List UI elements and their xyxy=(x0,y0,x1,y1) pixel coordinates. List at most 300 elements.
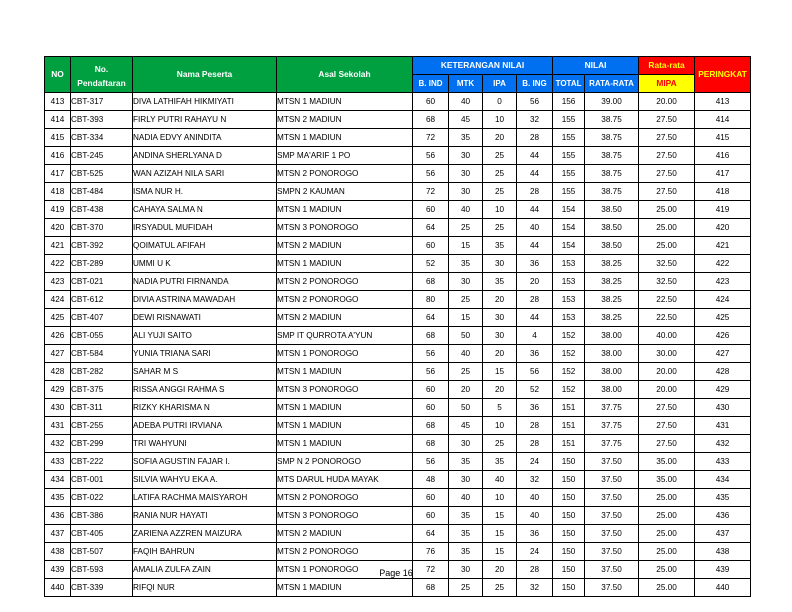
cell-participant-name: YUNIA TRIANA SARI xyxy=(133,345,277,363)
cell-bahasa-inggris: 28 xyxy=(517,561,553,579)
cell-average: 38.00 xyxy=(585,327,639,345)
cell-bahasa-indonesia: 60 xyxy=(413,381,449,399)
cell-ipa: 25 xyxy=(483,165,517,183)
cell-participant-name: UMMI U K xyxy=(133,255,277,273)
cell-matematika: 35 xyxy=(449,507,483,525)
cell-total: 153 xyxy=(553,291,585,309)
cell-average-mipa: 27.50 xyxy=(639,165,695,183)
cell-participant-name: DIVIA ASTRINA MAWADAH xyxy=(133,291,277,309)
cell-average: 37.75 xyxy=(585,399,639,417)
cell-ipa: 10 xyxy=(483,111,517,129)
cell-bahasa-inggris: 44 xyxy=(517,237,553,255)
cell-bahasa-inggris: 44 xyxy=(517,147,553,165)
table-body xyxy=(45,93,751,597)
cell-rank: 417 xyxy=(695,165,751,183)
cell-registration-number: CBT-311 xyxy=(71,399,133,417)
table-row xyxy=(45,471,751,489)
cell-ipa: 20 xyxy=(483,381,517,399)
table-row xyxy=(45,129,751,147)
cell-participant-name: RIZKY KHARISMA N xyxy=(133,399,277,417)
cell-bahasa-indonesia: 56 xyxy=(413,165,449,183)
header-group-average-mipa-line1: Rata-rata xyxy=(639,57,695,75)
table-row xyxy=(45,345,751,363)
cell-matematika: 25 xyxy=(449,363,483,381)
cell-matematika: 35 xyxy=(449,453,483,471)
cell-average: 39.00 xyxy=(585,93,639,111)
cell-school-origin: MTSN 2 MADIUN xyxy=(277,309,413,327)
cell-average-mipa: 25.00 xyxy=(639,579,695,597)
cell-total: 150 xyxy=(553,543,585,561)
header-no: NO xyxy=(45,57,71,93)
cell-matematika: 30 xyxy=(449,435,483,453)
cell-registration-number: CBT-222 xyxy=(71,453,133,471)
cell-registration-number: CBT-407 xyxy=(71,309,133,327)
table-row xyxy=(45,93,751,111)
table-row xyxy=(45,309,751,327)
cell-bahasa-inggris: 36 xyxy=(517,345,553,363)
cell-total: 150 xyxy=(553,507,585,525)
cell-rank: 436 xyxy=(695,507,751,525)
cell-matematika: 15 xyxy=(449,309,483,327)
table-row xyxy=(45,453,751,471)
cell-average: 37.50 xyxy=(585,453,639,471)
cell-bahasa-indonesia: 56 xyxy=(413,147,449,165)
cell-school-origin: MTSN 3 PONOROGO xyxy=(277,219,413,237)
cell-average-mipa: 40.00 xyxy=(639,327,695,345)
cell-school-origin: MTSN 2 PONOROGO xyxy=(277,291,413,309)
cell-rank: 413 xyxy=(695,93,751,111)
cell-average-mipa: 20.00 xyxy=(639,363,695,381)
cell-average: 38.25 xyxy=(585,309,639,327)
cell-average-mipa: 27.50 xyxy=(639,129,695,147)
cell-average: 38.00 xyxy=(585,381,639,399)
cell-registration-number: CBT-507 xyxy=(71,543,133,561)
table-row xyxy=(45,525,751,543)
cell-average: 37.50 xyxy=(585,561,639,579)
cell-school-origin: MTSN 2 MADIUN xyxy=(277,111,413,129)
cell-average: 37.50 xyxy=(585,579,639,597)
table-row xyxy=(45,219,751,237)
cell-no: 430 xyxy=(45,399,71,417)
cell-total: 150 xyxy=(553,525,585,543)
cell-matematika: 25 xyxy=(449,291,483,309)
cell-rank: 427 xyxy=(695,345,751,363)
header-registration-line1: No. xyxy=(94,64,109,74)
cell-rank: 429 xyxy=(695,381,751,399)
cell-participant-name: WAN AZIZAH NILA SARI xyxy=(133,165,277,183)
cell-total: 153 xyxy=(553,255,585,273)
cell-bahasa-inggris: 28 xyxy=(517,291,553,309)
cell-total: 152 xyxy=(553,327,585,345)
page-footer: Page 16 xyxy=(379,568,413,578)
cell-registration-number: CBT-299 xyxy=(71,435,133,453)
cell-average-mipa: 22.50 xyxy=(639,309,695,327)
cell-matematika: 35 xyxy=(449,255,483,273)
cell-total: 155 xyxy=(553,147,585,165)
cell-school-origin: MTSN 1 MADIUN xyxy=(277,255,413,273)
cell-average: 38.75 xyxy=(585,183,639,201)
cell-no: 432 xyxy=(45,435,71,453)
cell-ipa: 25 xyxy=(483,183,517,201)
cell-average: 38.25 xyxy=(585,291,639,309)
cell-rank: 430 xyxy=(695,399,751,417)
cell-bahasa-inggris: 24 xyxy=(517,453,553,471)
cell-no: 413 xyxy=(45,93,71,111)
table-row xyxy=(45,147,751,165)
cell-average: 38.25 xyxy=(585,255,639,273)
cell-matematika: 45 xyxy=(449,111,483,129)
cell-matematika: 20 xyxy=(449,381,483,399)
cell-no: 415 xyxy=(45,129,71,147)
cell-participant-name: ANDINA SHERLYANA D xyxy=(133,147,277,165)
cell-average-mipa: 25.00 xyxy=(639,561,695,579)
cell-participant-name: NADIA PUTRI FIRNANDA xyxy=(133,273,277,291)
cell-no: 421 xyxy=(45,237,71,255)
cell-participant-name: ZARIENA AZZREN MAIZURA xyxy=(133,525,277,543)
cell-ipa: 30 xyxy=(483,309,517,327)
header-registration-number xyxy=(71,57,133,93)
table-row xyxy=(45,417,751,435)
header-sub-bahasa-inggris: B. ING xyxy=(517,75,553,93)
cell-school-origin: SMP N 2 PONOROGO xyxy=(277,453,413,471)
cell-average-mipa: 27.50 xyxy=(639,435,695,453)
cell-school-origin: SMP IT QURROTA A'YUN xyxy=(277,327,413,345)
cell-ipa: 25 xyxy=(483,435,517,453)
table-row xyxy=(45,111,751,129)
cell-average-mipa: 22.50 xyxy=(639,291,695,309)
cell-matematika: 30 xyxy=(449,273,483,291)
cell-bahasa-inggris: 24 xyxy=(517,543,553,561)
cell-bahasa-indonesia: 72 xyxy=(413,129,449,147)
cell-total: 154 xyxy=(553,201,585,219)
cell-school-origin: MTSN 1 PONOROGO xyxy=(277,561,413,579)
cell-bahasa-indonesia: 68 xyxy=(413,327,449,345)
cell-no: 422 xyxy=(45,255,71,273)
cell-rank: 424 xyxy=(695,291,751,309)
cell-average-mipa: 32.50 xyxy=(639,255,695,273)
cell-average-mipa: 27.50 xyxy=(639,417,695,435)
cell-registration-number: CBT-612 xyxy=(71,291,133,309)
cell-no: 414 xyxy=(45,111,71,129)
table-row xyxy=(45,273,751,291)
cell-rank: 416 xyxy=(695,147,751,165)
cell-no: 427 xyxy=(45,345,71,363)
cell-rank: 418 xyxy=(695,183,751,201)
cell-ipa: 30 xyxy=(483,327,517,345)
table-row xyxy=(45,363,751,381)
table-row xyxy=(45,201,751,219)
cell-matematika: 45 xyxy=(449,417,483,435)
cell-average: 38.00 xyxy=(585,345,639,363)
cell-total: 154 xyxy=(553,219,585,237)
cell-no: 424 xyxy=(45,291,71,309)
cell-participant-name: RANIA NUR HAYATI xyxy=(133,507,277,525)
cell-bahasa-indonesia: 56 xyxy=(413,363,449,381)
cell-ipa: 15 xyxy=(483,363,517,381)
cell-ipa: 35 xyxy=(483,273,517,291)
cell-no: 426 xyxy=(45,327,71,345)
cell-registration-number: CBT-405 xyxy=(71,525,133,543)
cell-ipa: 35 xyxy=(483,453,517,471)
cell-rank: 421 xyxy=(695,237,751,255)
cell-total: 156 xyxy=(553,93,585,111)
cell-school-origin: MTSN 2 PONOROGO xyxy=(277,273,413,291)
cell-registration-number: CBT-317 xyxy=(71,93,133,111)
cell-bahasa-indonesia: 60 xyxy=(413,201,449,219)
cell-rank: 438 xyxy=(695,543,751,561)
cell-school-origin: MTS DARUL HUDA MAYAK xyxy=(277,471,413,489)
cell-ipa: 25 xyxy=(483,579,517,597)
table-row xyxy=(45,327,751,345)
cell-registration-number: CBT-386 xyxy=(71,507,133,525)
table-row xyxy=(45,543,751,561)
table-row xyxy=(45,291,751,309)
cell-school-origin: MTSN 3 PONOROGO xyxy=(277,507,413,525)
cell-bahasa-inggris: 40 xyxy=(517,219,553,237)
header-group-row xyxy=(45,57,751,75)
cell-total: 150 xyxy=(553,471,585,489)
cell-school-origin: MTSN 2 PONOROGO xyxy=(277,543,413,561)
cell-total: 155 xyxy=(553,129,585,147)
cell-participant-name: ISMA NUR H. xyxy=(133,183,277,201)
cell-participant-name: SOFIA AGUSTIN FAJAR I. xyxy=(133,453,277,471)
header-group-score: NILAI xyxy=(553,57,639,75)
cell-bahasa-indonesia: 60 xyxy=(413,489,449,507)
cell-total: 151 xyxy=(553,399,585,417)
cell-no: 419 xyxy=(45,201,71,219)
cell-rank: 426 xyxy=(695,327,751,345)
header-sub-bahasa-indonesia: B. IND xyxy=(413,75,449,93)
cell-total: 150 xyxy=(553,561,585,579)
header-rank: PERINGKAT xyxy=(695,57,751,93)
cell-registration-number: CBT-001 xyxy=(71,471,133,489)
cell-participant-name: RIFQI NUR xyxy=(133,579,277,597)
cell-rank: 420 xyxy=(695,219,751,237)
cell-rank: 437 xyxy=(695,525,751,543)
cell-registration-number: CBT-393 xyxy=(71,111,133,129)
cell-no: 435 xyxy=(45,489,71,507)
cell-average-mipa: 25.00 xyxy=(639,525,695,543)
cell-average: 38.00 xyxy=(585,363,639,381)
cell-registration-number: CBT-055 xyxy=(71,327,133,345)
cell-school-origin: MTSN 3 PONOROGO xyxy=(277,381,413,399)
cell-average: 37.50 xyxy=(585,471,639,489)
cell-school-origin: MTSN 1 PONOROGO xyxy=(277,345,413,363)
cell-no: 438 xyxy=(45,543,71,561)
cell-rank: 422 xyxy=(695,255,751,273)
cell-participant-name: DIVA LATHIFAH HIKMIYATI xyxy=(133,93,277,111)
cell-bahasa-indonesia: 68 xyxy=(413,417,449,435)
cell-matematika: 30 xyxy=(449,471,483,489)
header-registration-line2: Pendaftaran xyxy=(77,78,126,88)
cell-rank: 431 xyxy=(695,417,751,435)
cell-school-origin: MTSN 2 PONOROGO xyxy=(277,165,413,183)
cell-ipa: 30 xyxy=(483,255,517,273)
cell-matematika: 30 xyxy=(449,165,483,183)
cell-average: 38.50 xyxy=(585,219,639,237)
cell-bahasa-indonesia: 68 xyxy=(413,111,449,129)
cell-matematika: 40 xyxy=(449,201,483,219)
cell-rank: 433 xyxy=(695,453,751,471)
table-row xyxy=(45,255,751,273)
table-row xyxy=(45,399,751,417)
cell-average: 38.50 xyxy=(585,201,639,219)
cell-participant-name: LATIFA RACHMA MAISYAROH xyxy=(133,489,277,507)
cell-average-mipa: 25.00 xyxy=(639,507,695,525)
cell-school-origin: MTSN 1 MADIUN xyxy=(277,435,413,453)
cell-participant-name: FAQIH BAHRUN xyxy=(133,543,277,561)
cell-no: 428 xyxy=(45,363,71,381)
cell-matematika: 15 xyxy=(449,237,483,255)
cell-ipa: 35 xyxy=(483,237,517,255)
cell-bahasa-inggris: 32 xyxy=(517,111,553,129)
cell-ipa: 20 xyxy=(483,291,517,309)
cell-registration-number: CBT-525 xyxy=(71,165,133,183)
cell-rank: 415 xyxy=(695,129,751,147)
cell-average-mipa: 35.00 xyxy=(639,453,695,471)
cell-average: 37.75 xyxy=(585,417,639,435)
cell-bahasa-inggris: 52 xyxy=(517,381,553,399)
cell-total: 152 xyxy=(553,363,585,381)
cell-ipa: 10 xyxy=(483,201,517,219)
cell-bahasa-indonesia: 64 xyxy=(413,525,449,543)
cell-no: 429 xyxy=(45,381,71,399)
cell-school-origin: SMP MA'ARIF 1 PO xyxy=(277,147,413,165)
cell-total: 153 xyxy=(553,273,585,291)
cell-participant-name: QOIMATUL AFIFAH xyxy=(133,237,277,255)
cell-registration-number: CBT-593 xyxy=(71,561,133,579)
cell-average-mipa: 30.00 xyxy=(639,345,695,363)
cell-total: 155 xyxy=(553,111,585,129)
cell-bahasa-inggris: 36 xyxy=(517,255,553,273)
cell-bahasa-inggris: 44 xyxy=(517,309,553,327)
cell-bahasa-indonesia: 68 xyxy=(413,273,449,291)
cell-registration-number: CBT-245 xyxy=(71,147,133,165)
cell-no: 423 xyxy=(45,273,71,291)
cell-matematika: 50 xyxy=(449,327,483,345)
table-row xyxy=(45,435,751,453)
cell-no: 431 xyxy=(45,417,71,435)
cell-bahasa-inggris: 4 xyxy=(517,327,553,345)
table-row xyxy=(45,507,751,525)
cell-no: 436 xyxy=(45,507,71,525)
cell-rank: 435 xyxy=(695,489,751,507)
cell-bahasa-indonesia: 72 xyxy=(413,183,449,201)
cell-bahasa-indonesia: 48 xyxy=(413,471,449,489)
cell-average-mipa: 20.00 xyxy=(639,93,695,111)
header-school-origin: Asal Sekolah xyxy=(277,57,413,93)
cell-bahasa-indonesia: 56 xyxy=(413,345,449,363)
header-group-average-mipa-line2: MIPA xyxy=(639,75,695,93)
cell-matematika: 25 xyxy=(449,219,483,237)
cell-average: 37.50 xyxy=(585,507,639,525)
cell-ipa: 0 xyxy=(483,93,517,111)
cell-ipa: 15 xyxy=(483,525,517,543)
table-header xyxy=(45,57,751,93)
cell-registration-number: CBT-289 xyxy=(71,255,133,273)
cell-school-origin: MTSN 1 MADIUN xyxy=(277,363,413,381)
cell-average: 38.75 xyxy=(585,129,639,147)
header-sub-average: RATA-RATA xyxy=(585,75,639,93)
cell-no: 439 xyxy=(45,561,71,579)
cell-total: 151 xyxy=(553,435,585,453)
cell-total: 155 xyxy=(553,165,585,183)
cell-average-mipa: 25.00 xyxy=(639,489,695,507)
cell-bahasa-inggris: 20 xyxy=(517,273,553,291)
cell-bahasa-inggris: 28 xyxy=(517,435,553,453)
cell-participant-name: AMALIA ZULFA ZAIN xyxy=(133,561,277,579)
cell-ipa: 25 xyxy=(483,219,517,237)
cell-total: 154 xyxy=(553,237,585,255)
cell-registration-number: CBT-392 xyxy=(71,237,133,255)
table-row xyxy=(45,579,751,597)
cell-registration-number: CBT-282 xyxy=(71,363,133,381)
cell-matematika: 40 xyxy=(449,93,483,111)
cell-average: 38.75 xyxy=(585,111,639,129)
cell-rank: 414 xyxy=(695,111,751,129)
cell-bahasa-inggris: 28 xyxy=(517,417,553,435)
cell-registration-number: CBT-584 xyxy=(71,345,133,363)
cell-no: 433 xyxy=(45,453,71,471)
cell-bahasa-inggris: 28 xyxy=(517,129,553,147)
cell-registration-number: CBT-339 xyxy=(71,579,133,597)
cell-average-mipa: 20.00 xyxy=(639,381,695,399)
cell-matematika: 35 xyxy=(449,525,483,543)
cell-rank: 425 xyxy=(695,309,751,327)
table-row xyxy=(45,381,751,399)
cell-average-mipa: 27.50 xyxy=(639,147,695,165)
cell-participant-name: SAHAR M S xyxy=(133,363,277,381)
cell-average-mipa: 27.50 xyxy=(639,183,695,201)
table-row xyxy=(45,165,751,183)
cell-bahasa-inggris: 56 xyxy=(517,93,553,111)
cell-school-origin: SMPN 2 KAUMAN xyxy=(277,183,413,201)
cell-registration-number: CBT-022 xyxy=(71,489,133,507)
cell-matematika: 35 xyxy=(449,543,483,561)
cell-average: 37.75 xyxy=(585,435,639,453)
cell-ipa: 5 xyxy=(483,399,517,417)
cell-bahasa-indonesia: 64 xyxy=(413,219,449,237)
cell-no: 440 xyxy=(45,579,71,597)
cell-school-origin: MTSN 1 MADIUN xyxy=(277,93,413,111)
cell-average: 38.25 xyxy=(585,273,639,291)
cell-bahasa-indonesia: 72 xyxy=(413,561,449,579)
cell-no: 425 xyxy=(45,309,71,327)
cell-registration-number: CBT-375 xyxy=(71,381,133,399)
cell-school-origin: MTSN 1 MADIUN xyxy=(277,417,413,435)
cell-ipa: 15 xyxy=(483,543,517,561)
table-row xyxy=(45,489,751,507)
cell-matematika: 30 xyxy=(449,561,483,579)
cell-registration-number: CBT-370 xyxy=(71,219,133,237)
cell-average: 38.50 xyxy=(585,237,639,255)
cell-bahasa-inggris: 36 xyxy=(517,399,553,417)
cell-bahasa-indonesia: 76 xyxy=(413,543,449,561)
cell-ipa: 20 xyxy=(483,129,517,147)
cell-participant-name: FIRLY PUTRI RAHAYU N xyxy=(133,111,277,129)
cell-no: 416 xyxy=(45,147,71,165)
cell-bahasa-indonesia: 68 xyxy=(413,435,449,453)
cell-bahasa-indonesia: 68 xyxy=(413,579,449,597)
cell-registration-number: CBT-334 xyxy=(71,129,133,147)
cell-bahasa-indonesia: 64 xyxy=(413,309,449,327)
table-row xyxy=(45,237,751,255)
cell-bahasa-inggris: 28 xyxy=(517,183,553,201)
cell-participant-name: IRSYADUL MUFIDAH xyxy=(133,219,277,237)
cell-registration-number: CBT-021 xyxy=(71,273,133,291)
results-table-container xyxy=(44,56,750,597)
cell-bahasa-inggris: 44 xyxy=(517,201,553,219)
